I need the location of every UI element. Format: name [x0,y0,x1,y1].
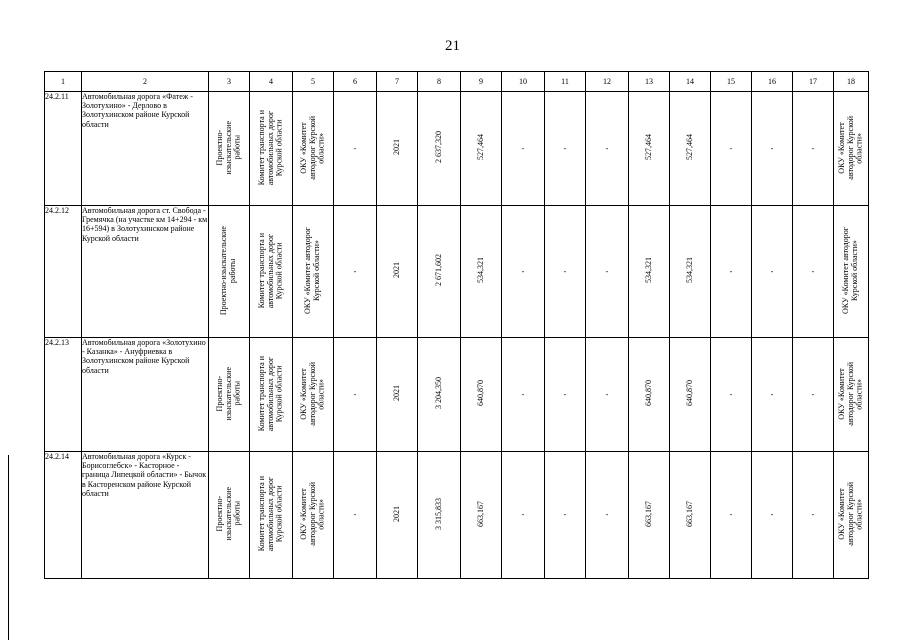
column-header: 6 [334,72,377,92]
work-type-cell [209,92,250,206]
column-header: 14 [670,72,711,92]
total-cost: 2 671,602 [433,254,443,287]
responsible-cell [834,92,869,206]
customer: Комитет транспорта и автомобильных дорог Курской области [256,232,284,309]
value-cell: - [586,338,629,452]
customer-cell [250,92,293,206]
table-row [45,92,869,206]
object-name: Автомобильная дорога «Золотухино - Казанка» - Ануфриевка в Золотухинском районе Курской области [82,338,209,452]
object-name: Автомобильная дорога ст. Свобода - Гремячка (на участке км 14+294 - км 16+594) в Золотухинском районе Курской области [82,206,209,338]
column-header: 9 [461,72,502,92]
object-name: Автомобильная дорога «Курск - Борисоглебск» - Касторное - граница Липецкой области» - Бычок в Касторенском районе Курской области [82,452,209,579]
responsible-cell [834,452,869,579]
value-cell [670,452,711,579]
amount: 663,167 [643,500,653,527]
value-cell [670,92,711,206]
responsible: ОКУ «Комитет автодорог Курской области» [836,482,864,546]
total-cost: 2 637,320 [433,131,443,164]
year: 2021 [391,505,401,522]
total-cost: 3 315,833 [433,497,443,530]
column-header: 3 [209,72,250,92]
value-cell: - [752,206,793,338]
row-code: 24.2.13 [45,338,82,452]
responsible: ОКУ «Комитет автодорог Курской области» [836,115,864,180]
value-cell: - [334,452,377,579]
scan-margin-line [8,455,9,640]
cost-cell [418,452,461,579]
year: 2021 [391,262,401,279]
executor: ОКУ «Комитет автодорог Курской области» [303,226,321,314]
cost-cell [418,92,461,206]
value-cell [670,206,711,338]
cost-cell [418,206,461,338]
work-type-cell [209,206,250,338]
works-table [44,71,869,579]
value-cell: - [752,452,793,579]
executor-cell [293,206,334,338]
column-header: 11 [545,72,586,92]
column-header: 8 [418,72,461,92]
value-cell: - [711,92,752,206]
value-cell: - [502,206,545,338]
page-number: 21 [445,38,460,54]
value-cell: - [502,452,545,579]
column-header: 15 [711,72,752,92]
table-row [45,452,869,579]
value-cell [629,92,670,206]
value-cell: - [586,92,629,206]
value-cell [629,338,670,452]
value-cell: - [586,452,629,579]
value-cell: - [711,452,752,579]
customer: Комитет транспорта и автомобильных дорог Курской области [256,355,284,432]
value-cell: - [793,452,834,579]
value-cell [461,92,502,206]
year-cell [377,206,418,338]
row-code: 24.2.14 [45,452,82,579]
amount: 534,321 [643,257,653,284]
value-cell: - [793,338,834,452]
value-cell: - [793,206,834,338]
value-cell: - [334,206,377,338]
executor-cell [293,92,334,206]
column-header: 1 [45,72,82,92]
customer: Комитет транспорта и автомобильных дорог Курской области [256,109,284,186]
amount: 534,321 [684,257,694,284]
amount: 640,870 [684,380,694,407]
column-header: 12 [586,72,629,92]
column-header: 16 [752,72,793,92]
value-cell [461,338,502,452]
value-cell: - [586,206,629,338]
column-header: 10 [502,72,545,92]
value-cell [461,206,502,338]
header-row [45,72,869,92]
executor-cell [293,452,334,579]
work-type: Проектно- изыскательские работы [214,487,242,541]
customer-cell [250,338,293,452]
executor: ОКУ «Комитет автодорог Курской области» [298,115,326,180]
customer: Комитет транспорта и автомобильных дорог Курской области [256,476,284,552]
cost-cell [418,338,461,452]
customer-cell [250,206,293,338]
year-cell [377,452,418,579]
column-header: 18 [834,72,869,92]
value-cell [629,452,670,579]
amount: 663,167 [475,500,485,527]
amount: 534,321 [475,257,485,284]
work-type-cell [209,338,250,452]
row-code: 24.2.11 [45,92,82,206]
amount: 640,870 [643,380,653,407]
value-cell [461,452,502,579]
responsible: ОКУ «Комитет автодорог Курской области» [841,226,859,314]
executor: ОКУ «Комитет автодорог Курской области» [298,482,326,546]
work-type: Проектно- изыскательские работы [214,120,242,175]
responsible: ОКУ «Комитет автодорог Курской области» [836,361,864,426]
column-header: 2 [82,72,209,92]
value-cell: - [545,206,586,338]
value-cell [629,206,670,338]
row-code: 24.2.12 [45,206,82,338]
value-cell: - [502,92,545,206]
customer-cell [250,452,293,579]
year: 2021 [391,139,401,156]
value-cell: - [752,92,793,206]
table-row [45,338,869,452]
year: 2021 [391,385,401,402]
object-name: Автомобильная дорога «Фатеж - Золотухино» - Дерлово в Золотухинском районе Курской области [82,92,209,206]
value-cell: - [334,92,377,206]
year-cell [377,92,418,206]
work-type-cell [209,452,250,579]
value-cell: - [711,206,752,338]
value-cell: - [793,92,834,206]
value-cell: - [334,338,377,452]
amount: 527,464 [475,134,485,161]
value-cell: - [545,452,586,579]
amount: 640,870 [475,380,485,407]
executor: ОКУ «Комитет автодорог Курской области» [298,361,326,426]
amount: 527,464 [643,134,653,161]
value-cell: - [752,338,793,452]
total-cost: 3 204,350 [433,377,443,410]
value-cell: - [711,338,752,452]
work-type: Проектно- изыскательские работы [214,366,242,421]
year-cell [377,338,418,452]
amount: 663,167 [684,500,694,527]
column-header: 13 [629,72,670,92]
table-row [45,206,869,338]
responsible-cell [834,338,869,452]
column-header: 4 [250,72,293,92]
responsible-cell [834,206,869,338]
column-header: 5 [293,72,334,92]
value-cell: - [502,338,545,452]
executor-cell [293,338,334,452]
value-cell: - [545,92,586,206]
value-cell [670,338,711,452]
column-header: 7 [377,72,418,92]
amount: 527,464 [684,134,694,161]
column-header: 17 [793,72,834,92]
value-cell: - [545,338,586,452]
work-type: Проектно-изыскательские работы [219,225,237,315]
